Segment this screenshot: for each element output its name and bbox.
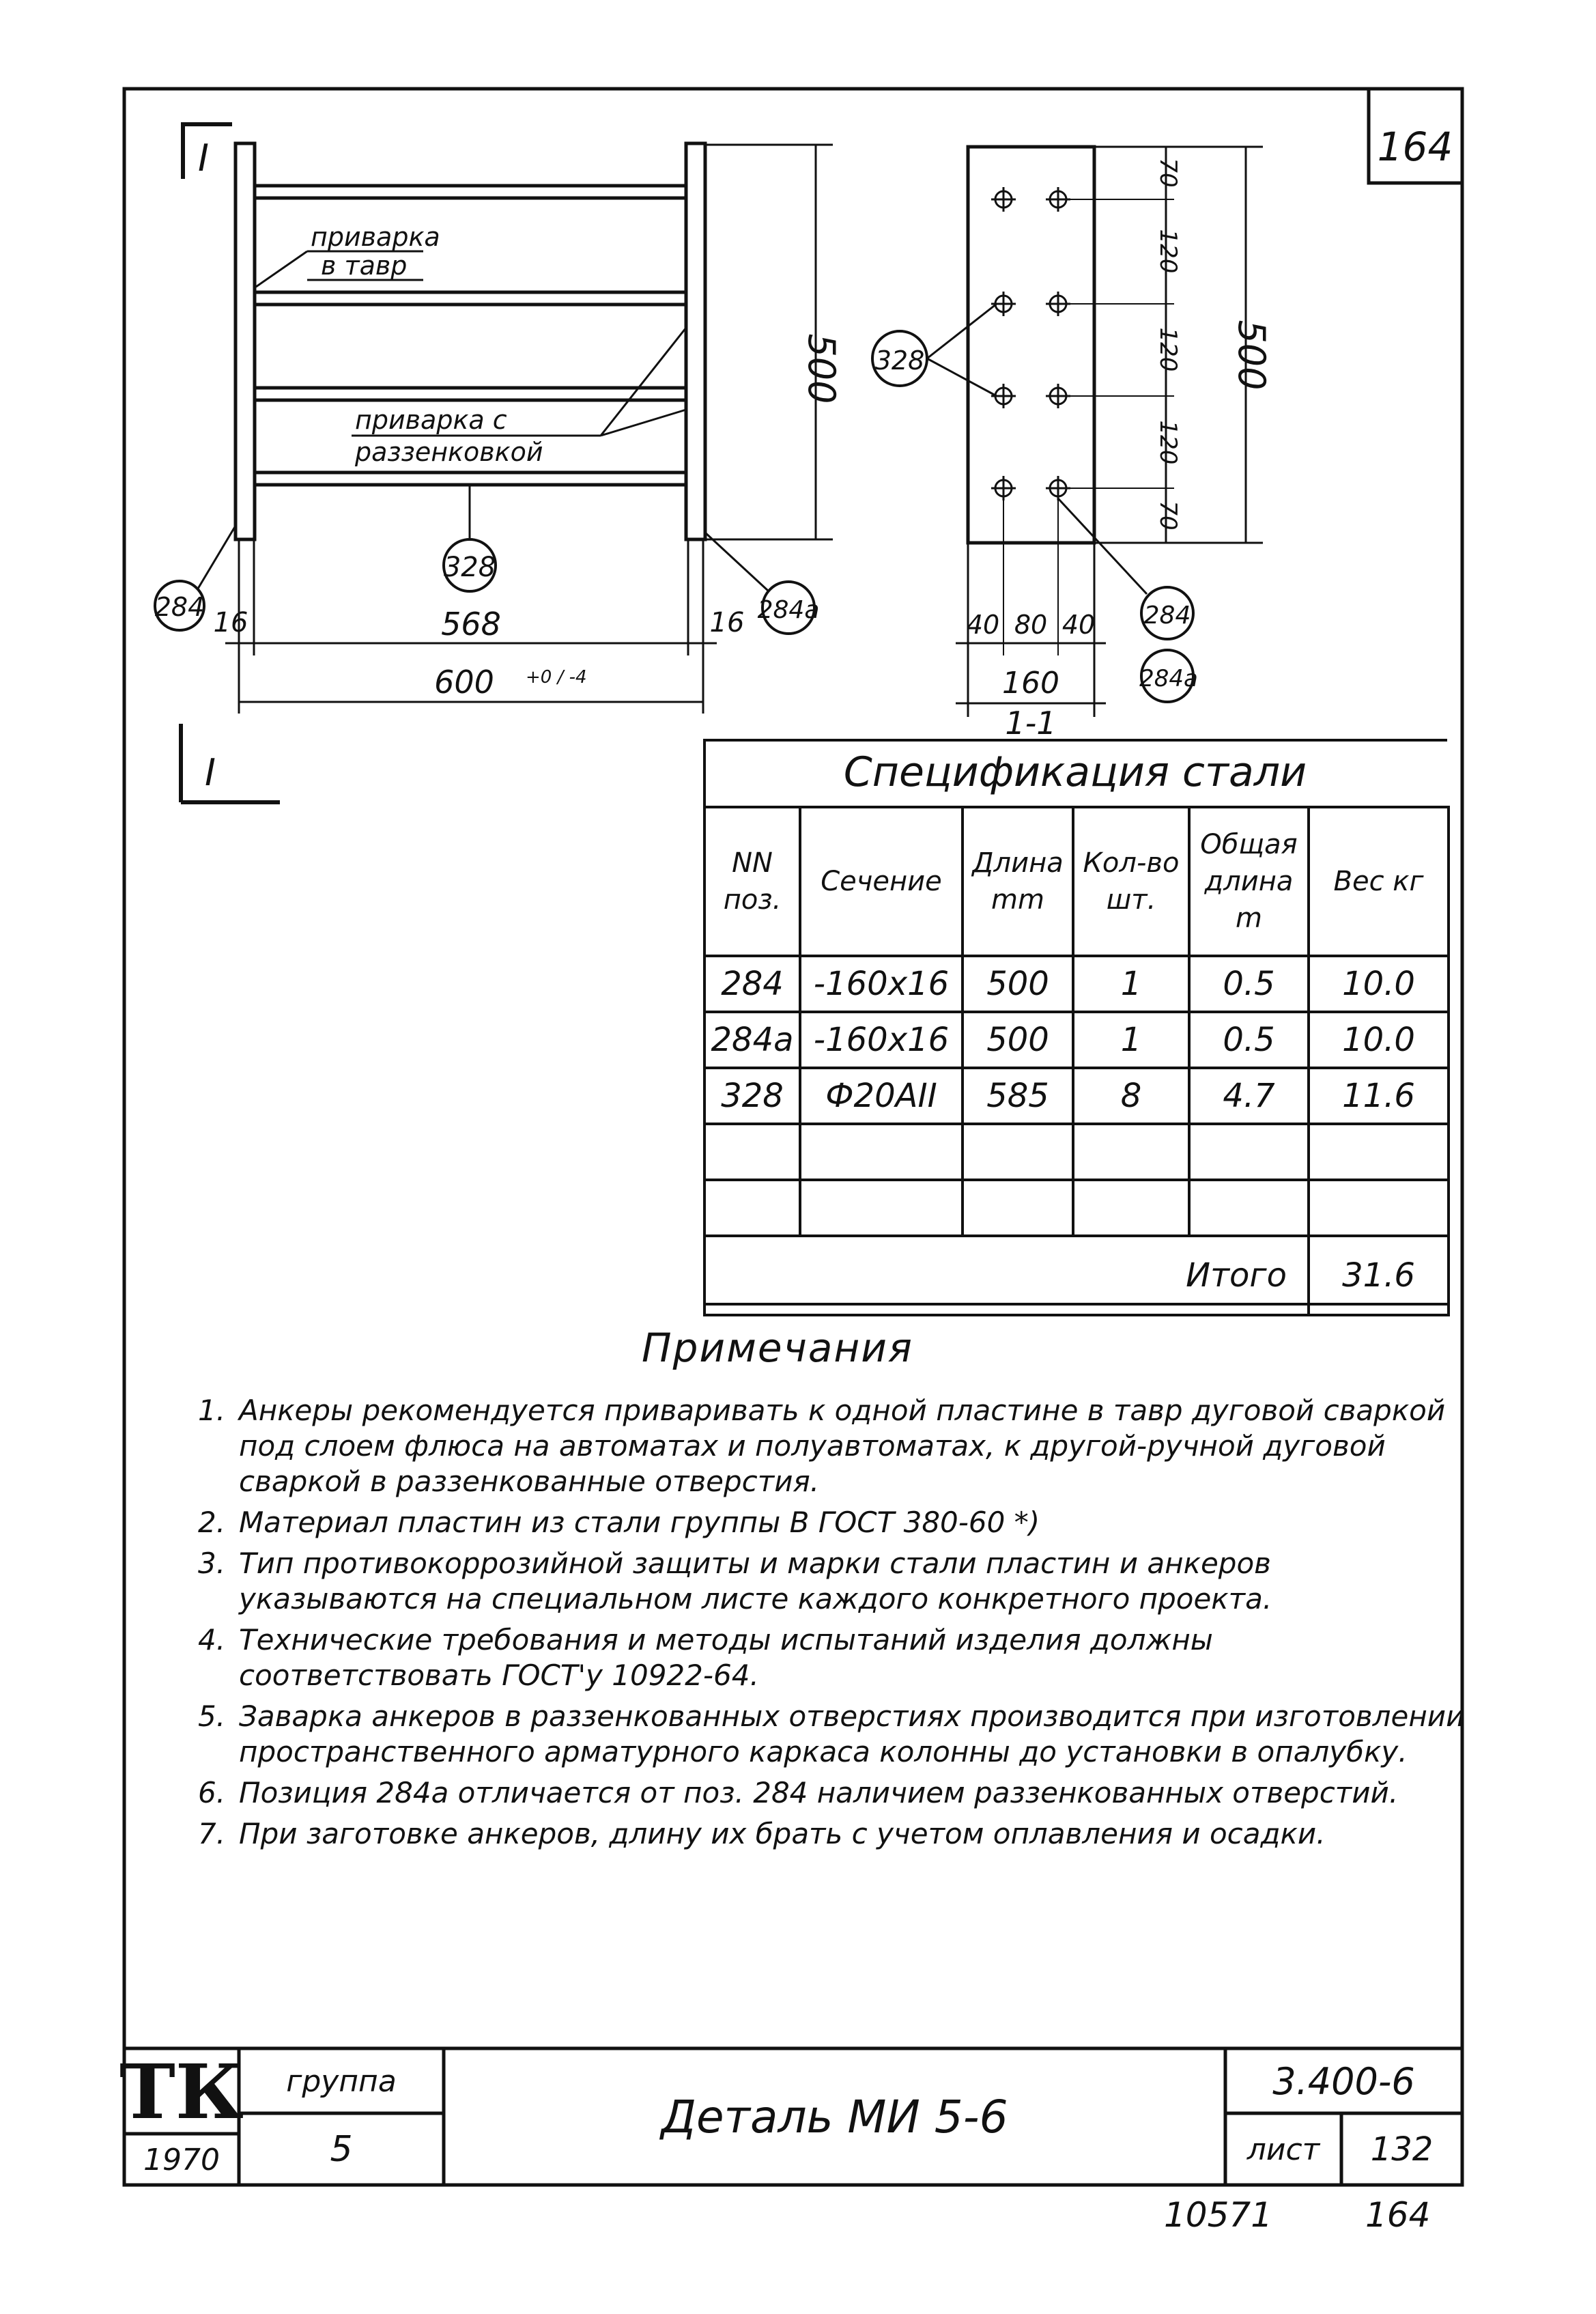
note-text: При заготовке анкеров, длину их брать с учетом оплавления и осадки. — [239, 1817, 1326, 1850]
cell: 585 — [963, 1068, 1073, 1124]
cell — [800, 1124, 963, 1180]
footer-page: 164 — [1365, 2195, 1431, 2235]
anchor-bar — [255, 292, 686, 305]
cell — [704, 1124, 800, 1180]
cell: Ф20АII — [800, 1068, 963, 1124]
side-spacing-3: 120 — [1154, 420, 1182, 465]
bar-pos-balloon: 328 — [443, 552, 496, 583]
total-value: 31.6 — [1309, 1236, 1449, 1315]
col-header-total-length: Общая длина m — [1189, 807, 1309, 956]
side-width-0: 40 — [966, 610, 1000, 640]
front-view — [155, 124, 843, 802]
cell — [1189, 1180, 1309, 1236]
left-thickness: 16 — [213, 607, 248, 638]
overall-tolerance: +0 / -4 — [526, 667, 587, 688]
cell: 500 — [963, 956, 1073, 1012]
note-item — [198, 1699, 1468, 1770]
group-label: группа — [286, 2063, 397, 2099]
col-header-qty: Кол-во шт. — [1073, 807, 1189, 956]
table-row — [704, 1068, 1449, 1124]
cell — [963, 1180, 1073, 1236]
cell: 8 — [1073, 1068, 1189, 1124]
cell: 0.5 — [1189, 1012, 1309, 1068]
right-plate — [686, 143, 705, 539]
cell: 328 — [704, 1068, 800, 1124]
cell: 284 — [704, 956, 800, 1012]
side-total-width: 160 — [1002, 666, 1059, 701]
cell: 284a — [704, 1012, 800, 1068]
note-item — [198, 1775, 1468, 1811]
note-item — [198, 1622, 1468, 1693]
note-item — [198, 1393, 1468, 1499]
section-label: 1-1 — [1005, 705, 1057, 742]
note-number: 1. — [198, 1394, 226, 1427]
cell: -160x16 — [800, 1012, 963, 1068]
note-text: Заварка анкеров в раззенкованных отверстиях производится при изготовлении пространственного арматурного каркаса колонны до установки в опалубку. — [239, 1699, 1465, 1768]
note-item — [198, 1505, 1468, 1540]
note-text: Тип противокоррозийной защиты и марки стали пластин и анкеров указываются на специальном листе каждого конкретного проекта. — [239, 1547, 1272, 1615]
right-thickness: 16 — [709, 607, 745, 638]
table-row — [704, 1124, 1449, 1180]
overall-span: 600 — [434, 664, 494, 701]
note-text: Материал пластин из стали группы В ГОСТ 380-60 *) — [239, 1506, 1040, 1539]
year: 1970 — [143, 2142, 220, 2177]
note-number: 7. — [198, 1817, 226, 1850]
side-plate — [968, 147, 1094, 543]
height-dim: 500 — [800, 333, 843, 404]
side-plate-pos: 284 — [1143, 602, 1191, 630]
side-total: 500 — [1230, 320, 1273, 391]
spec-grid — [703, 806, 1450, 1316]
side-spacing-4: 70 — [1154, 500, 1182, 531]
anchor-bar — [255, 388, 686, 400]
right-plate-pos: 284a — [757, 596, 820, 624]
note-text: Анкеры рекомендуется приваривать к одной пластине в тавр дуговой сваркой под слоем флюса на автоматах и полуавтоматах, к другой-ручной дуговой сваркой в раззенкованные отверстия. — [239, 1394, 1446, 1498]
cell: 1 — [1073, 956, 1189, 1012]
weld-cs-label-2: раззенковкой — [355, 437, 543, 467]
col-header-section: Сечение — [800, 807, 963, 956]
note-item — [198, 1816, 1468, 1852]
logo: ТК — [119, 2047, 244, 2136]
note-number: 6. — [198, 1776, 226, 1809]
notes-list — [198, 1393, 1468, 1857]
spec-header-row — [704, 807, 1449, 956]
cell: 1 — [1073, 1012, 1189, 1068]
cell — [800, 1180, 963, 1236]
total-row — [704, 1236, 1449, 1315]
side-spacing-1: 120 — [1154, 229, 1182, 274]
cell: 10.0 — [1309, 1012, 1449, 1068]
side-spacing-2: 120 — [1154, 327, 1182, 372]
note-text: Технические требования и методы испытаний изделия должны соответствовать ГОСТ'у 10922-64. — [239, 1623, 1213, 1692]
footer-code: 10571 — [1164, 2195, 1273, 2235]
note-number: 4. — [198, 1623, 226, 1656]
side-width-2: 40 — [1061, 610, 1096, 640]
cell — [1073, 1124, 1189, 1180]
weld-cs-label-1: приварка с — [355, 405, 507, 435]
cell: -160x16 — [800, 956, 963, 1012]
sheet-number-top: 164 — [1377, 124, 1453, 170]
cell: 0.5 — [1189, 956, 1309, 1012]
side-spacing-0: 70 — [1154, 158, 1182, 188]
spec-title: Спецификация стали — [843, 748, 1307, 796]
side-width-1: 80 — [1014, 610, 1048, 640]
weld-tee-label-2: в тавр — [321, 251, 408, 281]
cell — [1309, 1124, 1449, 1180]
section-mark-bottom-line — [181, 724, 280, 802]
side-plate-pos-a: 284a — [1139, 665, 1198, 692]
col-header-length: Длина mm — [963, 807, 1073, 956]
sheet-label: лист — [1246, 2132, 1320, 2167]
notes-title: Примечания — [642, 1325, 913, 1371]
weld-tee-label-1: приварка — [311, 222, 440, 252]
side-bar-pos: 328 — [874, 345, 925, 376]
left-plate — [236, 143, 255, 539]
anchor-bar — [255, 186, 686, 198]
note-item — [198, 1546, 1468, 1617]
section-mark-top: I — [198, 137, 209, 180]
side-view — [872, 147, 1273, 742]
sheet-value: 132 — [1370, 2130, 1434, 2169]
cell: 11.6 — [1309, 1068, 1449, 1124]
anchor-bar — [255, 472, 686, 485]
cell — [1189, 1124, 1309, 1180]
left-plate-pos: 284 — [154, 592, 205, 622]
total-label: Итого — [704, 1236, 1309, 1315]
cell — [963, 1124, 1073, 1180]
table-row — [704, 956, 1449, 1012]
col-header-pos: NN поз. — [704, 807, 800, 956]
group-value: 5 — [330, 2129, 353, 2170]
section-mark-bottom: I — [205, 751, 216, 794]
cell — [1073, 1180, 1189, 1236]
cell — [1309, 1180, 1449, 1236]
cell: 10.0 — [1309, 956, 1449, 1012]
table-row — [704, 1012, 1449, 1068]
table-row — [704, 1180, 1449, 1236]
note-number: 5. — [198, 1699, 226, 1733]
note-number: 3. — [198, 1547, 226, 1580]
document-title: Деталь МИ 5-6 — [661, 2091, 1008, 2143]
note-text: Позиция 284а отличается от поз. 284 наличием раззенкованных отверстий. — [239, 1776, 1399, 1809]
cell: 4.7 — [1189, 1068, 1309, 1124]
cell: 500 — [963, 1012, 1073, 1068]
note-number: 2. — [198, 1506, 226, 1539]
col-header-weight: Вес кг — [1309, 807, 1449, 956]
inner-span: 568 — [441, 606, 501, 643]
series-code: 3.400-6 — [1272, 2059, 1415, 2103]
cell — [704, 1180, 800, 1236]
steel-spec-table — [703, 739, 1447, 1306]
